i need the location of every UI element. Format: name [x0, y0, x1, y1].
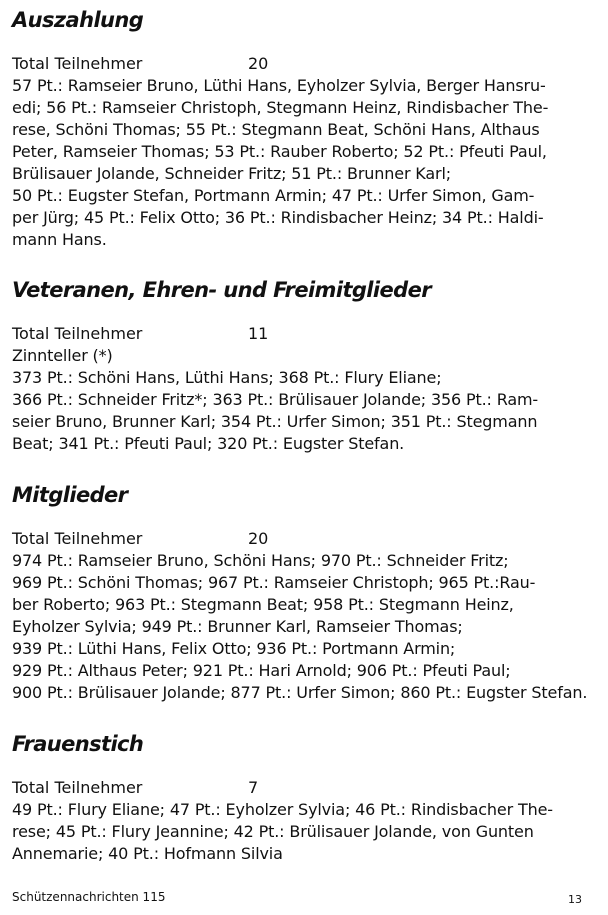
- result-line: 929 Pt.: Althaus Peter; 921 Pt.: Hari Arnold; 906 Pt.: Pfeuti Paul;: [12, 661, 511, 680]
- footer-publication: Schützennachrichten 115: [12, 890, 166, 904]
- total-count: 20: [248, 529, 269, 548]
- section-title: Auszahlung: [12, 8, 144, 32]
- total-count: 11: [248, 324, 269, 343]
- result-line: rese, Schöni Thomas; 55 Pt.: Stegmann Beat, Schöni Hans, Althaus: [12, 120, 540, 139]
- section-auszahlung: [12, 7, 597, 251]
- section-veteranen: [12, 277, 597, 455]
- total-row: [12, 53, 597, 75]
- result-line: 939 Pt.: Lüthi Hans, Felix Otto; 936 Pt.: Portmann Armin;: [12, 639, 456, 658]
- result-line: Annemarie; 40 Pt.: Hofmann Silvia: [12, 844, 283, 863]
- result-line: mann Hans.: [12, 230, 107, 249]
- result-line: Brülisauer Jolande, Schneider Fritz; 51 Pt.: Brunner Karl;: [12, 164, 451, 183]
- result-line: 373 Pt.: Schöni Hans, Lüthi Hans; 368 Pt.: Flury Eliane;: [12, 368, 442, 387]
- total-label: Total Teilnehmer: [12, 529, 143, 548]
- result-line: per Jürg; 45 Pt.: Felix Otto; 36 Pt.: Rindisbacher Heinz; 34 Pt.: Haldi-: [12, 208, 544, 227]
- result-line: 50 Pt.: Eugster Stefan, Portmann Armin; 47 Pt.: Urfer Simon, Gam-: [12, 186, 535, 205]
- result-line: Beat; 341 Pt.: Pfeuti Paul; 320 Pt.: Eugster Stefan.: [12, 434, 405, 453]
- total-label: Total Teilnehmer: [12, 54, 143, 73]
- result-line: ber Roberto; 963 Pt.: Stegmann Beat; 958 Pt.: Stegmann Heinz,: [12, 595, 514, 614]
- total-label: Total Teilnehmer: [12, 324, 143, 343]
- total-label: Total Teilnehmer: [12, 778, 143, 797]
- total-row: [12, 323, 597, 345]
- result-line: Zinnteller (*): [12, 346, 113, 365]
- result-line: 969 Pt.: Schöni Thomas; 967 Pt.: Ramseier Christoph; 965 Pt.:Rau-: [12, 573, 536, 592]
- section-title: Veteranen, Ehren- und Freimitglieder: [12, 278, 431, 302]
- section-frauenstich: [12, 731, 597, 865]
- section-mitglieder: [12, 482, 597, 704]
- result-line: 366 Pt.: Schneider Fritz*; 363 Pt.: Brülisauer Jolande; 356 Pt.: Ram-: [12, 390, 539, 409]
- result-line: seier Bruno, Brunner Karl; 354 Pt.: Urfer Simon; 351 Pt.: Stegmann: [12, 412, 538, 431]
- result-line: Eyholzer Sylvia; 949 Pt.: Brunner Karl, Ramseier Thomas;: [12, 617, 463, 636]
- total-count: 7: [248, 778, 259, 797]
- result-line: Peter, Ramseier Thomas; 53 Pt.: Rauber Roberto; 52 Pt.: Pfeuti Paul,: [12, 142, 547, 161]
- result-line: 57 Pt.: Ramseier Bruno, Lüthi Hans, Eyholzer Sylvia, Berger Hansru-: [12, 76, 546, 95]
- result-line: rese; 45 Pt.: Flury Jeannine; 42 Pt.: Brülisauer Jolande, von Gunten: [12, 822, 534, 841]
- total-row: [12, 528, 597, 550]
- footer-page-number: 13: [568, 893, 582, 906]
- total-row: [12, 777, 597, 799]
- result-line: 900 Pt.: Brülisauer Jolande; 877 Pt.: Urfer Simon; 860 Pt.: Eugster Stefan.: [12, 683, 588, 702]
- result-line: edi; 56 Pt.: Ramseier Christoph, Stegmann Heinz, Rindisbacher The-: [12, 98, 549, 117]
- section-title: Mitglieder: [12, 483, 128, 507]
- total-count: 20: [248, 54, 269, 73]
- result-line: 974 Pt.: Ramseier Bruno, Schöni Hans; 970 Pt.: Schneider Fritz;: [12, 551, 509, 570]
- section-title: Frauenstich: [12, 732, 144, 756]
- result-line: 49 Pt.: Flury Eliane; 47 Pt.: Eyholzer Sylvia; 46 Pt.: Rindisbacher The-: [12, 800, 553, 819]
